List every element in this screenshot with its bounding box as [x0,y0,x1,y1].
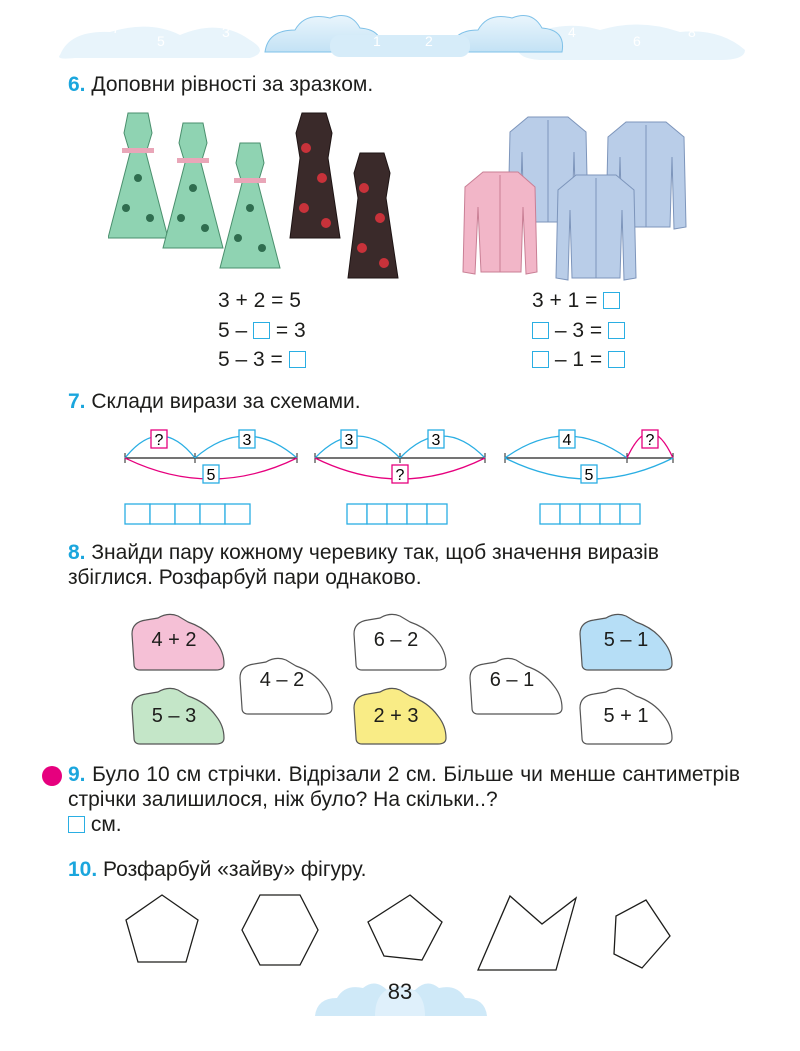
task-number: 7. [68,390,86,413]
scheme-label: 4 [562,432,572,449]
dresses-illustration [108,108,418,283]
hexagon-shape[interactable] [242,895,318,965]
task-text: Розфарбуй «зайву» фігуру. [103,858,367,881]
header-digit: 4 [568,24,576,40]
answer-box[interactable] [532,322,549,339]
scheme-2 [315,430,485,524]
unit-label: см. [90,813,122,836]
svg-text:6 – 1: 6 – 1 [489,669,535,691]
answer-cells[interactable] [125,504,250,524]
scheme-label: ? [395,467,405,484]
scheme-label: 3 [242,432,252,449]
svg-text:2 + 3: 2 + 3 [373,705,419,727]
dress-red [290,113,340,238]
equation: 3 + 1 = [532,288,620,314]
equation: – 1 = [532,347,625,373]
scheme-label: 5 [584,467,594,484]
dress-green [108,113,168,238]
shapes-row [120,890,690,980]
shirts-illustration [458,112,698,282]
dress-red [348,153,398,278]
shoe-6[interactable] [132,688,224,744]
scheme-label: 3 [431,432,441,449]
task-7-heading [68,389,361,415]
equation: 5 – = 3 [218,319,306,342]
equation: – 3 = [532,318,625,344]
scheme-1 [125,430,297,524]
shoe-5[interactable] [580,614,672,670]
header-digit: 3 [222,24,230,40]
svg-text:6 – 2: 6 – 2 [373,629,419,651]
task-number: 8. [68,541,86,564]
scheme-label: ? [154,432,164,449]
answer-cells[interactable] [540,504,640,524]
answer-box[interactable] [608,351,625,368]
answer-box[interactable] [68,816,85,833]
shirt-blue [556,175,636,280]
task-10-heading [68,857,366,883]
task-text: Доповни рівності за зразком. [91,73,374,96]
equation: 5 – 3 = [218,347,306,373]
task-number: 10. [68,858,98,881]
header-digit: 5 [157,33,165,49]
answer-box[interactable] [289,351,306,368]
header-cloud-band [0,0,800,70]
answer-box[interactable] [253,322,270,339]
answer-box[interactable] [608,322,625,339]
answer-box[interactable] [532,351,549,368]
task-text: Знайди пару кожному черевику так, щоб значення виразів збіглися. Розфарбуй пари однаково. [68,541,659,589]
answer-box[interactable] [603,292,620,309]
task-number: 6. [68,73,86,96]
task-number: 9. [68,763,86,786]
header-digit: 1 [373,33,381,49]
header-digit: 0 [398,16,406,32]
shoe-4[interactable] [470,658,562,714]
scheme-3 [505,430,673,524]
dress-green [220,143,280,268]
answer-cells[interactable] [347,504,447,524]
scheme-label: ? [645,432,655,449]
schemes-diagram [115,420,685,530]
shirt-pink [463,172,537,274]
shoe-7[interactable] [354,688,446,744]
difficulty-dot-icon [42,766,62,786]
page-number: 83 [387,979,413,1004]
header-digit: 8 [688,24,696,40]
svg-text:4 – 2: 4 – 2 [259,669,305,691]
header-digit: 6 [633,33,641,49]
shoe-1[interactable] [132,614,224,670]
task-9-text: 9. Було 10 см стрічки. Відрізали 2 см. Більше чи менше сантиметрів стрічки залишилося, ніж було? На скільки..? см. [68,763,740,836]
shoes-area [120,600,690,750]
scheme-label: 3 [344,432,354,449]
svg-text:5 – 3: 5 – 3 [151,705,197,727]
notched-shape[interactable] [478,896,576,970]
shoe-3[interactable] [354,614,446,670]
scheme-label: 5 [206,467,216,484]
header-digit: 2 [425,33,433,49]
task-text: Склади вирази за схемами. [91,390,361,413]
pentagon-shape[interactable] [614,900,670,968]
svg-text:5 + 1: 5 + 1 [603,705,649,727]
dress-green [163,123,223,248]
header-digit: 7 [112,20,120,36]
equation-sample: 3 + 2 = 5 [218,289,301,312]
pentagon-shape[interactable] [368,895,442,960]
task-6-heading [68,72,373,98]
shoe-8[interactable] [580,688,672,744]
pentagon-shape[interactable] [126,895,198,962]
task-8-heading [68,540,740,590]
svg-text:5 – 1: 5 – 1 [603,629,649,651]
shoe-2[interactable] [240,658,332,714]
svg-text:4 + 2: 4 + 2 [151,629,197,651]
